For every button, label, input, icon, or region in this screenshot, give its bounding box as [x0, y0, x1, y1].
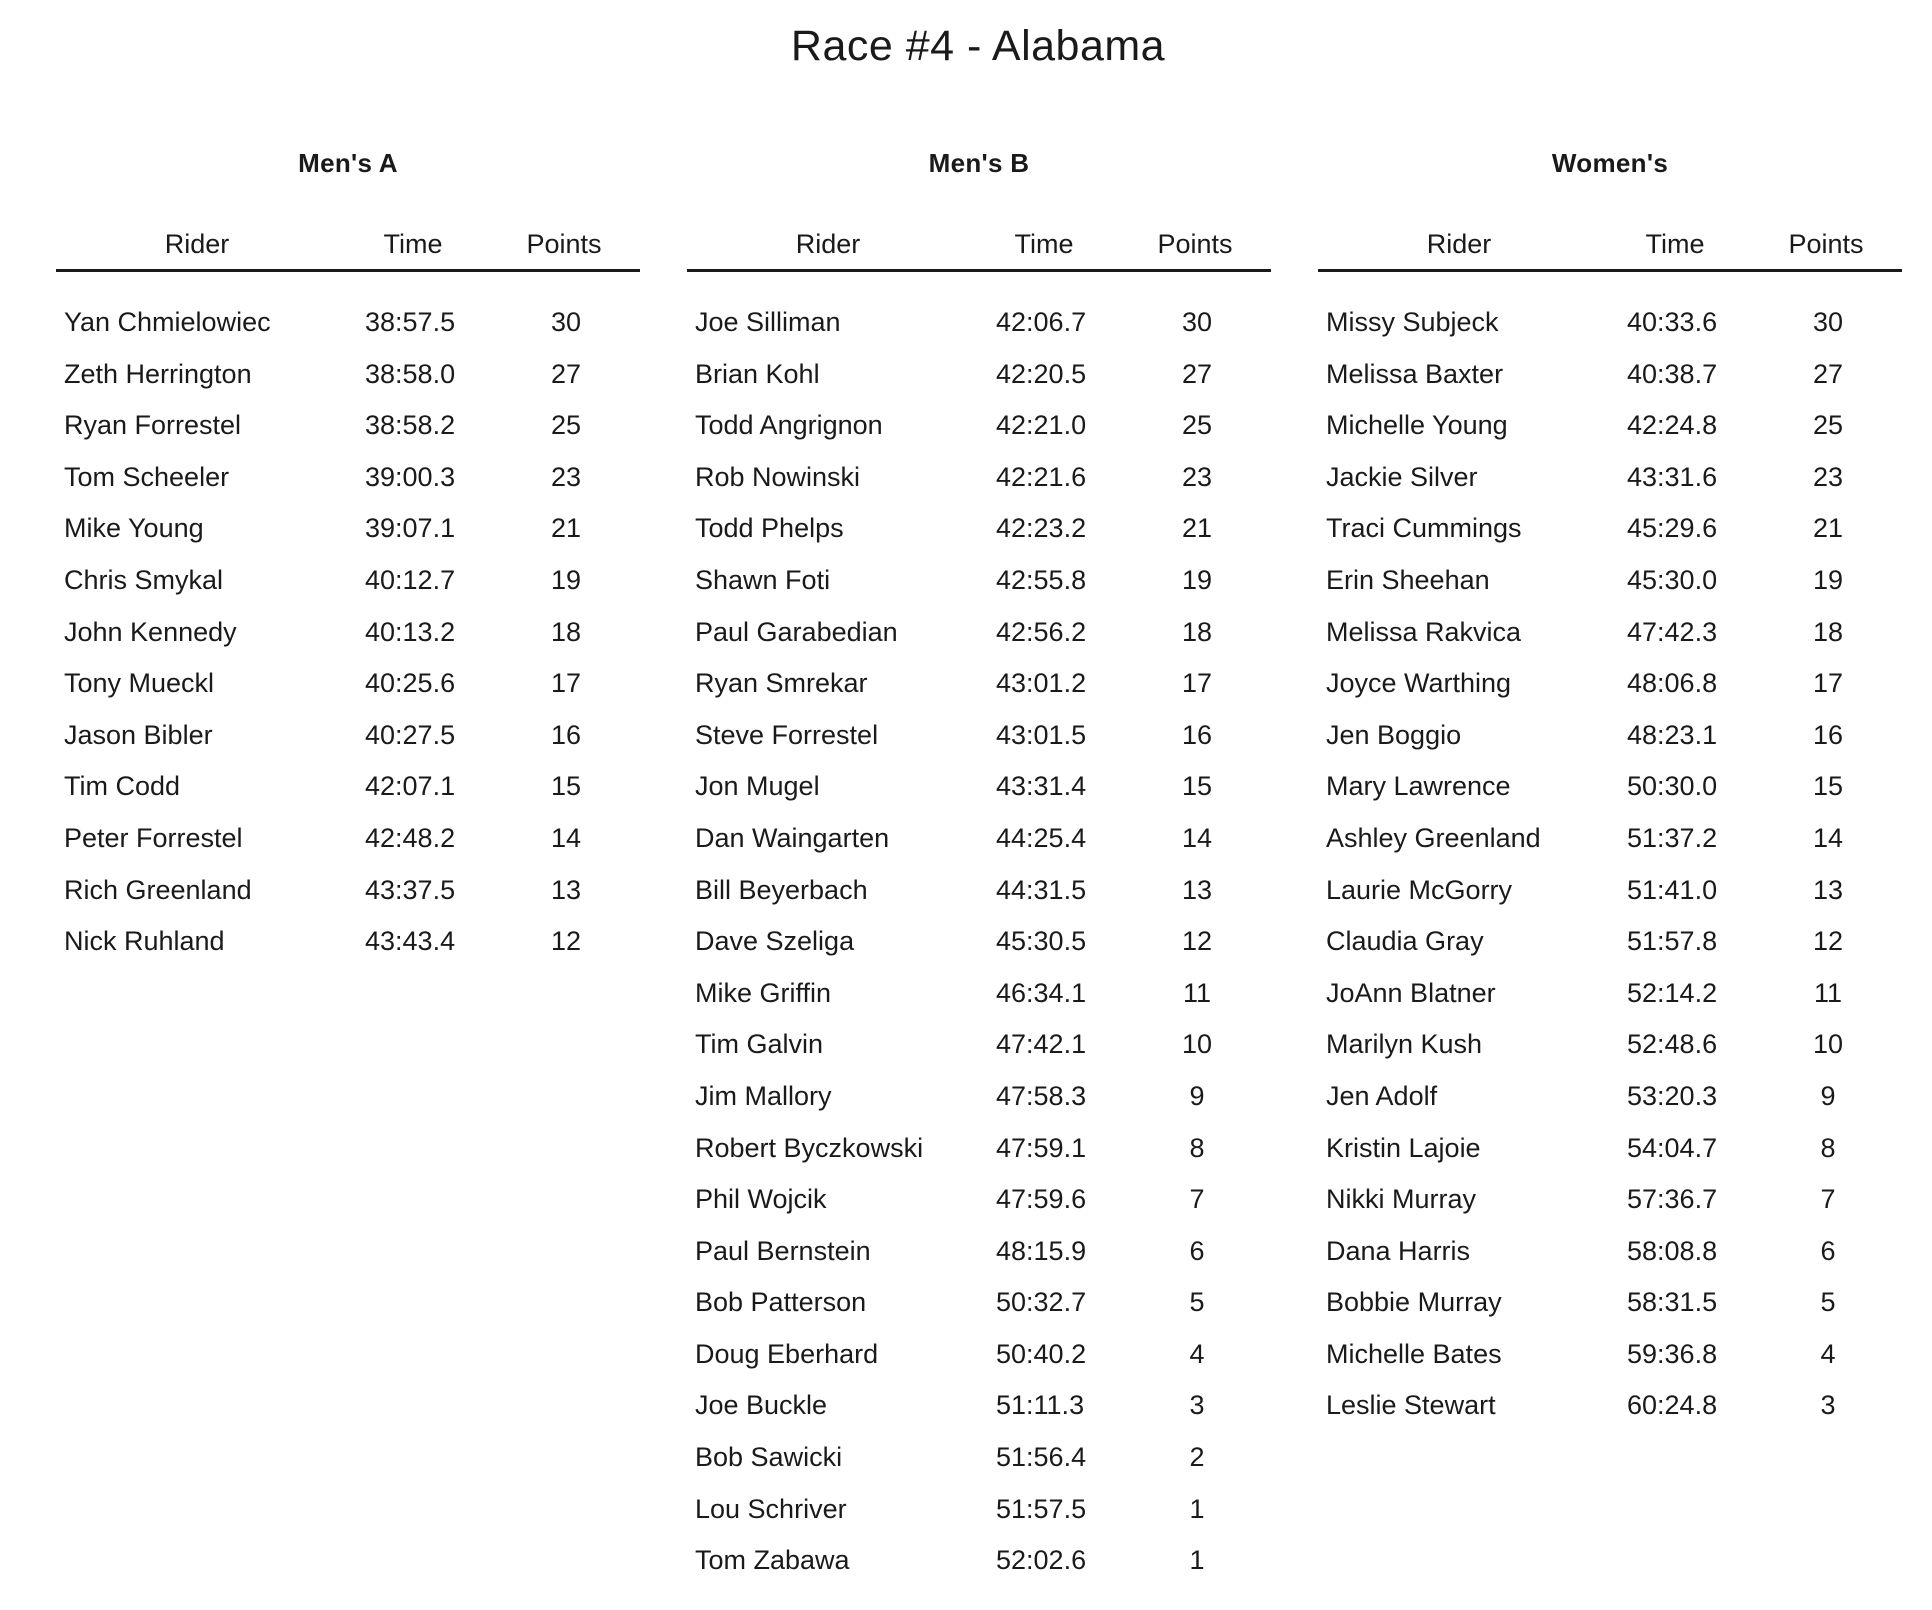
rider-cell: Jon Mugel: [695, 771, 820, 802]
time-cell: 45:29.6: [1627, 513, 1718, 544]
rider-cell: Doug Eberhard: [695, 1338, 879, 1369]
table-row: [56, 664, 640, 716]
rider-cell: Tom Scheeler: [64, 461, 230, 492]
table-row: [56, 303, 640, 355]
rider-cell: Joe Buckle: [695, 1390, 828, 1421]
table-row: [1318, 716, 1902, 768]
points-cell: 19: [1812, 564, 1844, 595]
column-header-rider: Rider: [164, 229, 230, 259]
rider-cell: Ashley Greenland: [1326, 822, 1541, 853]
table-row: [56, 922, 640, 974]
table-row: [687, 509, 1271, 561]
table-row: [1318, 1077, 1902, 1129]
table-row: [1318, 767, 1902, 819]
table-row: [1318, 613, 1902, 665]
time-cell: 58:08.8: [1627, 1235, 1718, 1266]
time-cell: 39:07.1: [365, 513, 456, 544]
rider-cell: Tony Mueckl: [64, 668, 215, 699]
table-row: [687, 303, 1271, 355]
points-cell: 6: [1820, 1235, 1836, 1266]
time-cell: 45:30.5: [996, 926, 1087, 957]
points-cell: 18: [1181, 616, 1213, 647]
table-row: [687, 1335, 1271, 1387]
table-row: [687, 716, 1271, 768]
time-cell: 42:20.5: [996, 358, 1087, 389]
rider-cell: Lou Schriver: [695, 1493, 847, 1524]
table-row: [1318, 819, 1902, 871]
table-row: [1318, 974, 1902, 1026]
points-cell: 10: [1181, 1029, 1213, 1060]
points-cell: 11: [1182, 977, 1212, 1008]
time-cell: 51:37.2: [1627, 822, 1718, 853]
page-title: Race #4 - Alabama: [790, 22, 1166, 70]
table-row: [687, 406, 1271, 458]
table-row: [1318, 871, 1902, 923]
points-cell: 15: [550, 771, 582, 802]
points-cell: 23: [1812, 461, 1844, 492]
points-cell: 10: [1812, 1029, 1844, 1060]
rider-cell: Paul Bernstein: [695, 1235, 871, 1266]
table-row: [687, 871, 1271, 923]
rider-cell: Bobbie Murray: [1326, 1287, 1502, 1318]
rider-cell: Nikki Murray: [1326, 1184, 1477, 1215]
rider-cell: Jen Boggio: [1326, 719, 1462, 750]
table-row: [1318, 664, 1902, 716]
rider-cell: Zeth Herrington: [64, 358, 252, 389]
rider-cell: Bob Sawicki: [695, 1442, 843, 1473]
time-cell: 59:36.8: [1627, 1338, 1718, 1369]
column-header-rider: Rider: [795, 229, 861, 259]
time-cell: 42:23.2: [996, 513, 1087, 544]
time-cell: 40:25.6: [365, 668, 456, 699]
time-cell: 52:48.6: [1627, 1029, 1718, 1060]
table-row: [56, 613, 640, 665]
rider-cell: Kristin Lajoie: [1326, 1132, 1481, 1163]
points-cell: 12: [1181, 926, 1213, 957]
points-cell: 14: [550, 822, 582, 853]
table-row: [687, 1541, 1271, 1593]
column-header-time: Time: [1645, 229, 1705, 259]
results-table-mens-b: [687, 0, 1271, 1610]
time-cell: 40:13.2: [365, 616, 456, 647]
time-cell: 47:59.1: [996, 1132, 1087, 1163]
points-cell: 30: [1812, 307, 1844, 337]
table-row: [687, 1129, 1271, 1181]
points-cell: 21: [550, 513, 582, 544]
points-cell: 11: [1813, 977, 1843, 1008]
points-cell: 12: [550, 926, 582, 957]
column-header-points: Points: [1157, 229, 1233, 259]
table-row: [687, 561, 1271, 613]
rider-cell: Mary Lawrence: [1326, 771, 1511, 802]
table-row: [56, 871, 640, 923]
time-cell: 47:58.3: [996, 1080, 1087, 1111]
points-cell: 13: [1181, 874, 1213, 905]
rider-cell: Todd Angrignon: [695, 410, 883, 441]
time-cell: 48:15.9: [996, 1235, 1087, 1266]
rider-cell: Tim Galvin: [695, 1029, 824, 1060]
column-header-rider: Rider: [1426, 229, 1492, 259]
points-cell: 8: [1189, 1132, 1205, 1163]
rider-cell: Tom Zabawa: [695, 1545, 850, 1576]
rider-cell: Todd Phelps: [695, 513, 844, 544]
time-cell: 39:00.3: [365, 461, 456, 492]
rider-cell: Robert Byczkowski: [695, 1132, 924, 1163]
time-cell: 40:27.5: [365, 719, 456, 750]
points-cell: 16: [550, 719, 582, 750]
table-body: [1318, 303, 1902, 1438]
table-row: [687, 664, 1271, 716]
time-cell: 50:32.7: [996, 1287, 1087, 1318]
time-cell: 43:43.4: [365, 926, 456, 957]
table-row: [687, 458, 1271, 510]
rider-cell: Michelle Bates: [1326, 1338, 1502, 1369]
points-cell: 5: [1820, 1287, 1836, 1318]
category-heading: Men's A: [298, 148, 398, 178]
table-row: [1318, 1386, 1902, 1438]
table-row: [687, 1077, 1271, 1129]
points-cell: 13: [1812, 874, 1844, 905]
rider-cell: Ryan Forrestel: [64, 410, 242, 441]
time-cell: 53:20.3: [1627, 1080, 1718, 1111]
column-header-points: Points: [1788, 229, 1864, 259]
rider-cell: JoAnn Blatner: [1326, 977, 1496, 1008]
table-row: [1318, 355, 1902, 407]
points-cell: 18: [1812, 616, 1844, 647]
rider-cell: Jackie Silver: [1326, 461, 1478, 492]
time-cell: 42:06.7: [996, 307, 1087, 337]
time-cell: 54:04.7: [1627, 1132, 1718, 1163]
time-cell: 42:55.8: [996, 564, 1087, 595]
time-cell: 51:56.4: [996, 1442, 1087, 1473]
time-cell: 51:11.3: [996, 1390, 1085, 1421]
table-row: [1318, 922, 1902, 974]
time-cell: 52:14.2: [1627, 977, 1718, 1008]
rider-cell: Shawn Foti: [695, 564, 831, 595]
results-table-womens: [1318, 0, 1902, 1610]
column-header-time: Time: [383, 229, 443, 259]
header-divider: [1318, 269, 1902, 272]
points-cell: 30: [550, 307, 582, 337]
points-cell: 12: [1812, 926, 1844, 957]
rider-cell: Dave Szeliga: [695, 926, 855, 957]
table-row: [687, 613, 1271, 665]
time-cell: 40:33.6: [1627, 307, 1718, 337]
table-row: [687, 1283, 1271, 1335]
points-cell: 3: [1820, 1390, 1836, 1421]
table-row: [56, 458, 640, 510]
table-row: [56, 819, 640, 871]
rider-cell: Bill Beyerbach: [695, 874, 868, 905]
rider-cell: Rob Nowinski: [695, 461, 861, 492]
rider-cell: Mike Griffin: [695, 977, 832, 1008]
table-row: [687, 1438, 1271, 1490]
time-cell: 60:24.8: [1627, 1390, 1718, 1421]
rider-cell: Jen Adolf: [1326, 1080, 1438, 1111]
rider-cell: Jason Bibler: [64, 719, 213, 750]
table-row: [687, 767, 1271, 819]
rider-cell: Phil Wojcik: [695, 1184, 827, 1215]
points-cell: 27: [550, 358, 582, 389]
points-cell: 1: [1189, 1493, 1205, 1524]
points-cell: 2: [1189, 1442, 1205, 1473]
table-row: [56, 767, 640, 819]
time-cell: 48:23.1: [1627, 719, 1718, 750]
time-cell: 40:12.7: [365, 564, 456, 595]
points-cell: 23: [1181, 461, 1213, 492]
time-cell: 47:42.1: [996, 1029, 1087, 1060]
table-row: [1318, 561, 1902, 613]
time-cell: 47:42.3: [1627, 616, 1718, 647]
rider-cell: Leslie Stewart: [1326, 1390, 1496, 1421]
points-cell: 15: [1812, 771, 1844, 802]
rider-cell: Dan Waingarten: [695, 822, 890, 853]
time-cell: 42:21.6: [996, 461, 1087, 492]
rider-cell: Peter Forrestel: [64, 822, 243, 853]
time-cell: 38:57.5: [365, 307, 456, 337]
column-header-points: Points: [526, 229, 602, 259]
table-row: [1318, 406, 1902, 458]
table-row: [687, 819, 1271, 871]
time-cell: 42:21.0: [996, 410, 1087, 441]
points-cell: 16: [1181, 719, 1213, 750]
table-row: [1318, 1129, 1902, 1181]
points-cell: 18: [550, 616, 582, 647]
time-cell: 47:59.6: [996, 1184, 1087, 1215]
rider-cell: Claudia Gray: [1326, 926, 1484, 957]
time-cell: 38:58.2: [365, 410, 456, 441]
table-row: [1318, 458, 1902, 510]
rider-cell: Laurie McGorry: [1326, 874, 1513, 905]
time-cell: 51:57.5: [996, 1493, 1087, 1524]
table-row: [1318, 1025, 1902, 1077]
time-cell: 42:24.8: [1627, 410, 1718, 441]
points-cell: 21: [1812, 513, 1844, 544]
rider-cell: Nick Ruhland: [64, 926, 225, 957]
table-row: [56, 406, 640, 458]
time-cell: 40:38.7: [1627, 358, 1718, 389]
table-row: [687, 922, 1271, 974]
points-cell: 9: [1820, 1080, 1836, 1111]
table-body: [56, 303, 640, 974]
points-cell: 19: [1181, 564, 1213, 595]
table-row: [1318, 509, 1902, 561]
points-cell: 9: [1189, 1080, 1205, 1111]
rider-cell: Steve Forrestel: [695, 719, 879, 750]
time-cell: 38:58.0: [365, 358, 456, 389]
rider-cell: Dana Harris: [1326, 1235, 1471, 1266]
table-body: [687, 303, 1271, 1593]
time-cell: 42:56.2: [996, 616, 1087, 647]
points-cell: 4: [1820, 1338, 1836, 1369]
table-row: [1318, 1335, 1902, 1387]
table-row: [56, 716, 640, 768]
time-cell: 43:31.4: [996, 771, 1087, 802]
points-cell: 30: [1181, 307, 1213, 337]
rider-cell: Rich Greenland: [64, 874, 252, 905]
time-cell: 44:31.5: [996, 874, 1087, 905]
table-row: [56, 561, 640, 613]
points-cell: 7: [1189, 1184, 1205, 1215]
time-cell: 51:41.0: [1627, 874, 1718, 905]
points-cell: 3: [1189, 1390, 1205, 1421]
column-header-time: Time: [1014, 229, 1074, 259]
table-row: [687, 1232, 1271, 1284]
rider-cell: Michelle Young: [1326, 410, 1508, 441]
header-divider: [56, 269, 640, 272]
rider-cell: Erin Sheehan: [1326, 564, 1490, 595]
table-row: [687, 1490, 1271, 1542]
rider-cell: Ryan Smrekar: [695, 668, 868, 699]
category-heading: Women's: [1551, 148, 1669, 178]
time-cell: 51:57.8: [1627, 926, 1718, 957]
table-row: [1318, 303, 1902, 355]
points-cell: 4: [1189, 1338, 1205, 1369]
points-cell: 5: [1189, 1287, 1205, 1318]
points-cell: 17: [1812, 668, 1844, 699]
time-cell: 42:07.1: [365, 771, 456, 802]
time-cell: 58:31.5: [1627, 1287, 1718, 1318]
table-row: [687, 1386, 1271, 1438]
points-cell: 8: [1820, 1132, 1836, 1163]
header-divider: [687, 269, 1271, 272]
rider-cell: Brian Kohl: [695, 358, 820, 389]
table-row: [1318, 1283, 1902, 1335]
table-row: [687, 1180, 1271, 1232]
table-row: [687, 1025, 1271, 1077]
points-cell: 14: [1812, 822, 1844, 853]
points-cell: 17: [550, 668, 582, 699]
rider-cell: Marilyn Kush: [1326, 1029, 1483, 1060]
time-cell: 43:37.5: [365, 874, 456, 905]
points-cell: 23: [550, 461, 582, 492]
time-cell: 42:48.2: [365, 822, 456, 853]
points-cell: 17: [1181, 668, 1213, 699]
time-cell: 50:30.0: [1627, 771, 1718, 802]
table-row: [1318, 1180, 1902, 1232]
rider-cell: Bob Patterson: [695, 1287, 867, 1318]
results-table-mens-a: [56, 0, 640, 1610]
category-heading: Men's B: [928, 148, 1030, 178]
points-cell: 16: [1812, 719, 1844, 750]
points-cell: 25: [1812, 410, 1844, 441]
rider-cell: Jim Mallory: [695, 1080, 832, 1111]
rider-cell: Chris Smykal: [64, 564, 224, 595]
points-cell: 21: [1181, 513, 1213, 544]
points-cell: 27: [1181, 358, 1213, 389]
time-cell: 43:01.5: [996, 719, 1087, 750]
points-cell: 7: [1820, 1184, 1836, 1215]
points-cell: 13: [550, 874, 582, 905]
points-cell: 19: [550, 564, 582, 595]
rider-cell: Melissa Baxter: [1326, 358, 1504, 389]
points-cell: 6: [1189, 1235, 1205, 1266]
rider-cell: Joyce Warthing: [1326, 668, 1512, 699]
rider-cell: Joe Silliman: [695, 307, 841, 337]
table-row: [687, 355, 1271, 407]
rider-cell: Paul Garabedian: [695, 616, 898, 647]
time-cell: 50:40.2: [996, 1338, 1087, 1369]
time-cell: 52:02.6: [996, 1545, 1087, 1576]
time-cell: 44:25.4: [996, 822, 1087, 853]
time-cell: 48:06.8: [1627, 668, 1718, 699]
rider-cell: Yan Chmielowiec: [64, 307, 271, 337]
table-row: [687, 974, 1271, 1026]
time-cell: 46:34.1: [996, 977, 1087, 1008]
points-cell: 14: [1181, 822, 1213, 853]
points-cell: 27: [1812, 358, 1844, 389]
table-row: [1318, 1232, 1902, 1284]
points-cell: 25: [550, 410, 582, 441]
points-cell: 25: [1181, 410, 1213, 441]
rider-cell: Melissa Rakvica: [1326, 616, 1522, 647]
time-cell: 45:30.0: [1627, 564, 1718, 595]
rider-cell: Traci Cummings: [1326, 513, 1522, 544]
time-cell: 43:31.6: [1627, 461, 1718, 492]
table-row: [56, 509, 640, 561]
points-cell: 15: [1181, 771, 1213, 802]
time-cell: 43:01.2: [996, 668, 1087, 699]
rider-cell: Mike Young: [64, 513, 204, 544]
rider-cell: Missy Subjeck: [1326, 307, 1499, 337]
table-row: [56, 355, 640, 407]
rider-cell: Tim Codd: [64, 771, 181, 802]
rider-cell: John Kennedy: [64, 616, 237, 647]
time-cell: 57:36.7: [1627, 1184, 1718, 1215]
points-cell: 1: [1189, 1545, 1205, 1576]
